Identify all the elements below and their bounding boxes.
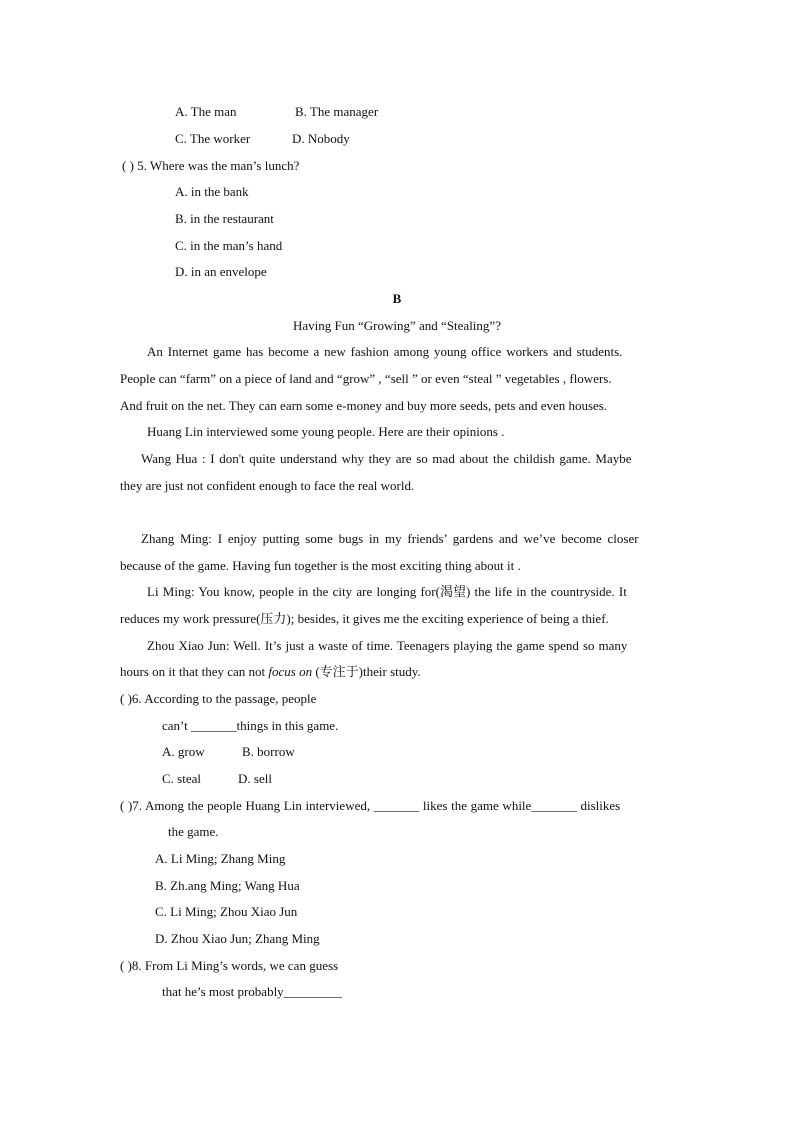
passage-zhang-ming-line1: Zhang Ming: I enjoy putting some bugs in my friends’ gardens and we’ve become closer: [141, 531, 639, 546]
q7-option-d: D. Zhou Xiao Jun; Zhang Ming: [155, 931, 320, 946]
q5-option-a: A. in the bank: [175, 184, 249, 199]
section-letter: B: [392, 291, 402, 306]
passage-p1-line1: An Internet game has become a new fashion among young office workers and students.: [147, 344, 623, 359]
focus-on-phrase: focus on: [268, 664, 313, 679]
passage-p1-line2: People can “farm” on a piece of land and “grow” , “sell ” or even “steal ” vegetables , flowers.: [120, 371, 612, 386]
passage-wang-hua-line2: they are just not confident enough to face the real world.: [120, 478, 415, 493]
q5-option-d: D. in an envelope: [175, 264, 267, 279]
passage-wang-hua-line1: Wang Hua : I don't quite understand why they are so mad about the childish game. Maybe: [141, 451, 632, 466]
passage-li-ming-line1: Li Ming: You know, people in the city are longing for(渴望) the life in the countryside. It: [147, 584, 627, 599]
q4-option-d: D. Nobody: [292, 131, 350, 146]
q6-option-b: B. borrow: [242, 744, 295, 759]
passage-li-ming-line2: reduces my work pressure(压力); besides, it gives me the exciting experience of being a thief.: [120, 611, 609, 626]
q5-option-b: B. in the restaurant: [175, 211, 274, 226]
q4-option-c: C. The worker: [175, 131, 251, 146]
passage-title: Having Fun “Growing” and “Stealing”?: [293, 318, 501, 333]
q4-option-b: B. The manager: [295, 104, 379, 119]
passage-zhou-xiao-jun-line2: hours on it that they can not focus on (专注于)their study.: [120, 664, 421, 679]
passage-p1-line3: And fruit on the net. They can earn some e-money and buy more seeds, pets and even houses.: [120, 398, 608, 413]
q6-option-d: D. sell: [238, 771, 272, 786]
q5-option-c: C. in the man’s hand: [175, 238, 283, 253]
q5-stem: ( ) 5. Where was the man’s lunch?: [122, 158, 300, 173]
q6-stem: ( )6. According to the passage, people: [120, 691, 317, 706]
q7-option-b: B. Zh.ang Ming; Wang Hua: [155, 878, 300, 893]
q6-stem-line2: can’t _______things in this game.: [162, 718, 339, 733]
q4-option-a: A. The man: [175, 104, 237, 119]
q7-option-c: C. Li Ming; Zhou Xiao Jun: [155, 904, 298, 919]
q6-option-a: A. grow: [162, 744, 205, 759]
passage-zhou-xiao-jun-line1: Zhou Xiao Jun: Well. It’s just a waste of time. Teenagers playing the game spend so many: [147, 638, 628, 653]
q7-option-a: A. Li Ming; Zhang Ming: [155, 851, 286, 866]
q7-stem: ( )7. Among the people Huang Lin interviewed, _______ likes the game while_______ dislikes: [120, 798, 621, 813]
q8-stem: ( )8. From Li Ming’s words, we can guess: [120, 958, 339, 973]
q6-option-c: C. steal: [162, 771, 201, 786]
q7-stem-line2: the game.: [168, 824, 219, 839]
passage-zhang-ming-line2: because of the game. Having fun together is the most exciting thing about it .: [120, 558, 521, 573]
q8-stem-line2: that he’s most probably_________: [162, 984, 343, 999]
passage-p2: Huang Lin interviewed some young people. Here are their opinions .: [147, 424, 505, 439]
